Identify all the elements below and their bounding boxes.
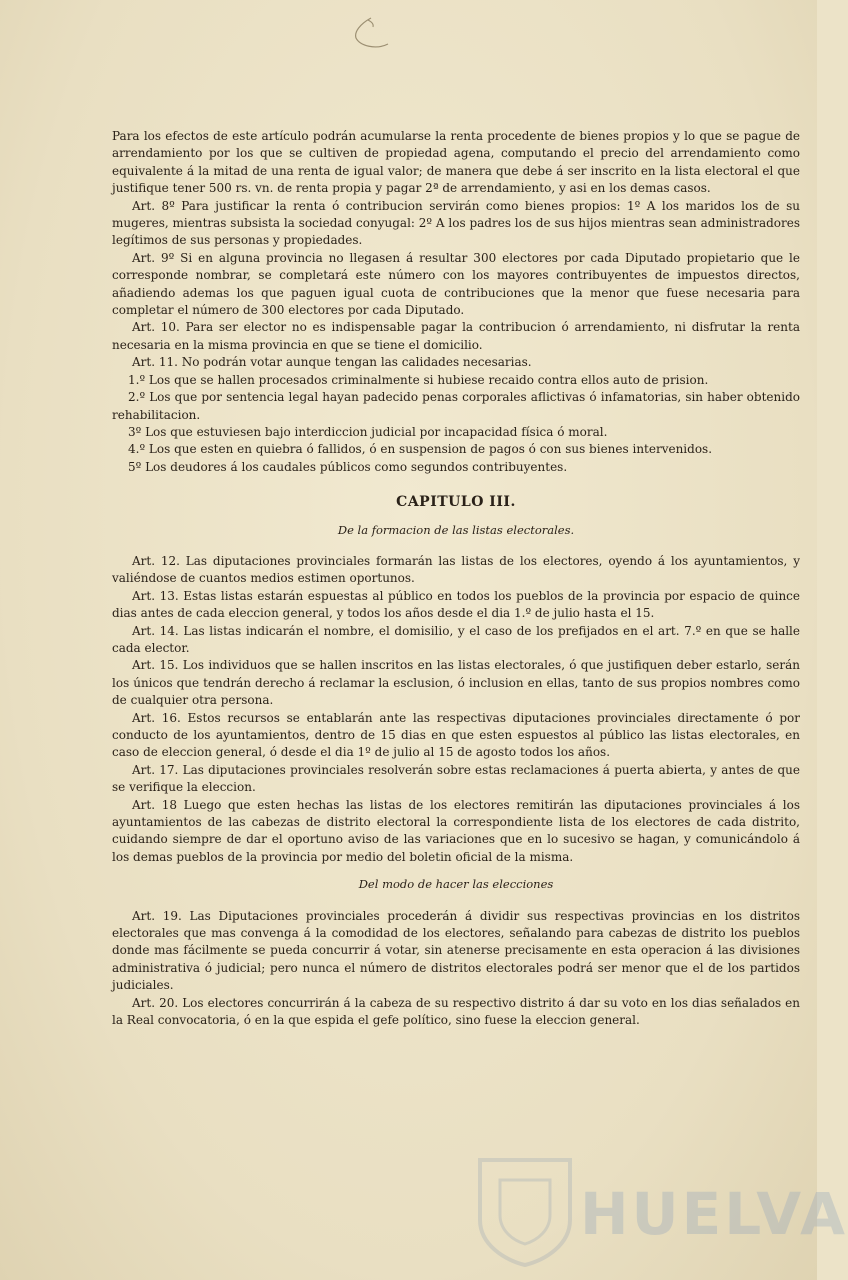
article-paragraph: Art. 19. Las Diputaciones provinciales procederán á dividir sus respectivas provincias en los distritos electorales que mas convenga á la comodidad de los electores, señalando para cabezas de distrito los pueblos donde mas fácilmente se pueda concurrir á votar, sin atenerse precisamente en esta operacion á las divisiones administrativa ó judicial; pero nunca el número de distritos electorales podrá ser menor que el de los partidos judiciales. [112, 908, 800, 993]
article-paragraph: Para los efectos de este artículo podrán acumularse la renta procedente de bienes propios y lo que se pague de arrendamiento por los que se cultiven de propiedad agena, computando el precio del arrendamiento como equivalente á la mitad de una renta de igual valor; de manera que debe á ser inscrito en la lista electoral el que justifique tener 500 rs. vn. de renta propia y pagar 2ª de arrendamiento, y asi en los demas casos. [112, 129, 800, 196]
articles-block-1 [112, 128, 800, 476]
article-paragraph: Art. 15. Los individuos que se hallen inscritos en las listas electorales, ó que justifiquen deber estarlo, serán los únicos que tendrán derecho á reclamar la esclusion, ó inclusion en ellas, tanto de sus propios nombres como de cualquier otra persona. [112, 658, 800, 708]
article-paragraph: Art. 8º Para justificar la renta ó contribucion servirán como bienes propios: 1º A los maridos los de su mugeres, mientras subsista la sociedad conyugal: 2º A los padres los de sus hijos mientras sean administradores legítimos de sus personas y propiedades. [112, 198, 800, 248]
article-paragraph: Art. 10. Para ser elector no es indispensable pagar la contribucion ó arrendamiento, ni disfrutar la renta necesaria en la misma provincia en que se tiene el domicilio. [112, 320, 800, 352]
page-ornament-icon [346, 14, 396, 54]
article-paragraph: 5º Los deudores á los caudales públicos como segundos contribuyentes. [128, 459, 568, 474]
chapter-title: CAPITULO III. [396, 494, 516, 511]
archive-watermark: HUELVA [580, 1180, 848, 1248]
article-paragraph: 3º Los que estuviesen bajo interdiccion judicial por incapacidad física ó moral. [128, 424, 608, 439]
document-body [112, 128, 800, 1030]
article-paragraph: Art. 9º Si en alguna provincia no llegasen á resultar 300 electores por cada Diputado propietario que le corresponde nombrar, se completará este número con los mayores contribuyentes de impuestos directos, añadiendo ademas los que paguen igual cuota de contribuciones que la menor que fuese necesaria para completar el número de 300 electores por cada Diputado. [112, 250, 800, 318]
archive-seal-icon [470, 1150, 580, 1270]
articles-block-2 [112, 553, 800, 866]
article-paragraph: Art. 18 Luego que esten hechas las listas de los electores remitirán las diputaciones provinciales á los ayuntamientos de las cabezas de distrito electoral la correspondiente lista de los electores de cada distrito, cuidando siempre de dar el oportuno aviso de las variaciones que en lo sucesivo se hagan, y comunicándolo á los demas pueblos de la provincia por medio del boletin oficial de la misma. [112, 797, 800, 864]
section-title-elecciones: Del modo de hacer las elecciones [358, 877, 554, 892]
article-paragraph: Art. 11. No podrán votar aunque tengan las calidades necesarias. [132, 355, 532, 370]
article-paragraph: 4.º Los que esten en quiebra ó fallidos, ó en suspension de pagos ó con sus bienes intervenidos. [128, 442, 713, 457]
article-paragraph: Art. 17. Las diputaciones provinciales resolverán sobre estas reclamaciones á puerta abierta, y antes de que se verifique la eleccion. [112, 762, 800, 795]
article-paragraph: Art. 16. Estos recursos se entablarán ante las respectivas diputaciones provinciales directamente ó por conducto de los ayuntamientos, dentro de 15 dias en que esten espuestos al público las listas electorales, en caso de eleccion general, ó desde el dia 1º de julio al 15 de agosto todos los años. [112, 710, 800, 760]
article-paragraph: Art. 13. Estas listas estarán espuestas al público en todos los pueblos de la provincia por espacio de quince dias antes de cada eleccion general, y todos los años desde el dia 1.º de julio hasta el 15. [112, 588, 800, 621]
article-paragraph: Art. 14. Las listas indicarán el nombre, el domisilio, y el caso de los prefijados en el art. 7.º en que se halle cada elector. [112, 623, 800, 655]
article-paragraph: Art. 20. Los electores concurrirán á la cabeza de su respectivo distrito á dar su voto en los dias señalados en la Real convocatoria, ó en la que espida el gefe político, sino fuese la eleccion general. [112, 995, 800, 1028]
article-paragraph: 2.º Los que por sentencia legal hayan padecido penas corporales aflictivas ó infamatorias, sin haber obtenido rehabilitacion. [112, 390, 800, 422]
articles-block-3 [112, 908, 800, 1030]
section-title-listas: De la formacion de las listas electorales. [337, 522, 575, 537]
article-paragraph: Art. 12. Las diputaciones provinciales formarán las listas de los electores, oyendo á los ayuntamientos, y valiéndose de cuantos medios estimen oportunos. [112, 553, 800, 586]
article-paragraph: 1.º Los que se hallen procesados criminalmente si hubiese recaido contra ellos auto de prision. [128, 372, 709, 387]
